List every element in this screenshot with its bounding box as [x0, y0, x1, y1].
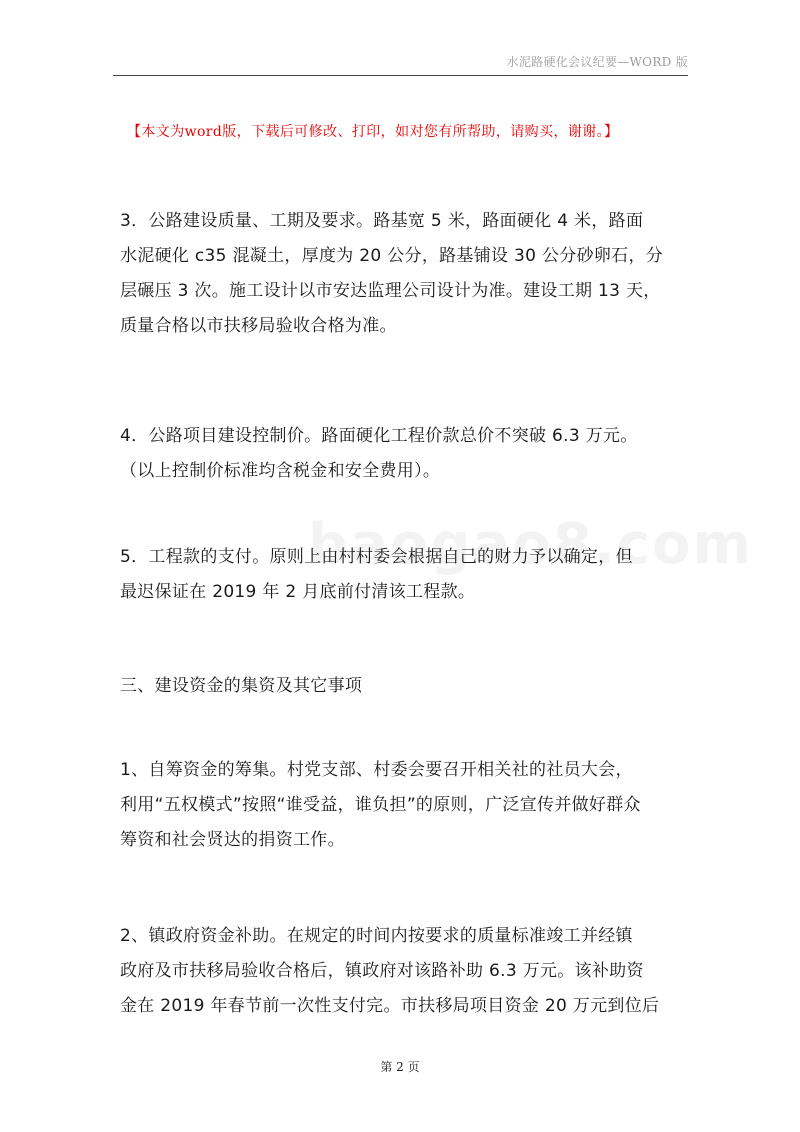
- paragraph-line: 政府及市扶移局验收合格后，镇政府对该路补助 6.3 万元。该补助资: [120, 961, 644, 981]
- paragraph-line: 2、镇政府资金补助。在规定的时间内按要求的质量标准竣工并经镇: [120, 926, 633, 946]
- paragraph-line: 1、自筹资金的筹集。村党支部、村委会要召开相关社的社员大会，: [120, 760, 633, 780]
- paragraph-payment: [120, 540, 690, 610]
- paragraph-line: 5．工程款的支付。原则上由村村委会根据自己的财力予以确定，但: [120, 547, 633, 567]
- paragraph-line: 层碾压 3 次。施工设计以市安达监理公司设计为准。建设工期 13 天，: [120, 281, 661, 301]
- paragraph-control-price: [120, 419, 690, 489]
- paragraph-line: （以上控制价标准均含税金和安全费用）。: [120, 461, 441, 481]
- paragraph-line: 水泥硬化 c35 混凝土，厚度为 20 公分，路基铺设 30 公分砂卵石，分: [120, 246, 664, 266]
- paragraph-line: 金在 2019 年春节前一次性支付完。市扶移局项目资金 20 万元到位后: [120, 996, 660, 1016]
- header-divider: [113, 75, 688, 76]
- paragraph-self-raised-funds: [120, 753, 690, 858]
- paragraph-line: 质量合格以市扶移局验收合格为准。: [120, 316, 397, 336]
- paragraph-line: 利用“五权模式”按照“谁受益，谁负担”的原则，广泛宣传并做好群众: [120, 795, 641, 815]
- paragraph-line: 筹资和社会贤达的捐资工作。: [120, 830, 345, 850]
- document-header-title: 水泥路硬化会议纪要—WORD 版: [506, 55, 688, 69]
- purchase-notice: 【本文为word版，下载后可修改、打印，如对您有所帮助，请购买，谢谢。】: [127, 124, 619, 140]
- section-heading-funding: [120, 669, 690, 704]
- paragraph-government-subsidy: [120, 919, 690, 1024]
- paragraph-line: 4．公路项目建设控制价。路面硬化工程价款总价不突破 6.3 万元。: [120, 426, 638, 446]
- page-number: 第 2 页: [380, 1060, 420, 1074]
- paragraph-line: 3．公路建设质量、工期及要求。路基宽 5 米，路面硬化 4 米，路面: [120, 211, 644, 231]
- section-heading-text: 三、建设资金的集资及其它事项: [120, 676, 363, 696]
- paragraph-line: 最迟保证在 2019 年 2 月底前付清该工程款。: [120, 582, 476, 602]
- paragraph-quality-requirements: [120, 204, 690, 344]
